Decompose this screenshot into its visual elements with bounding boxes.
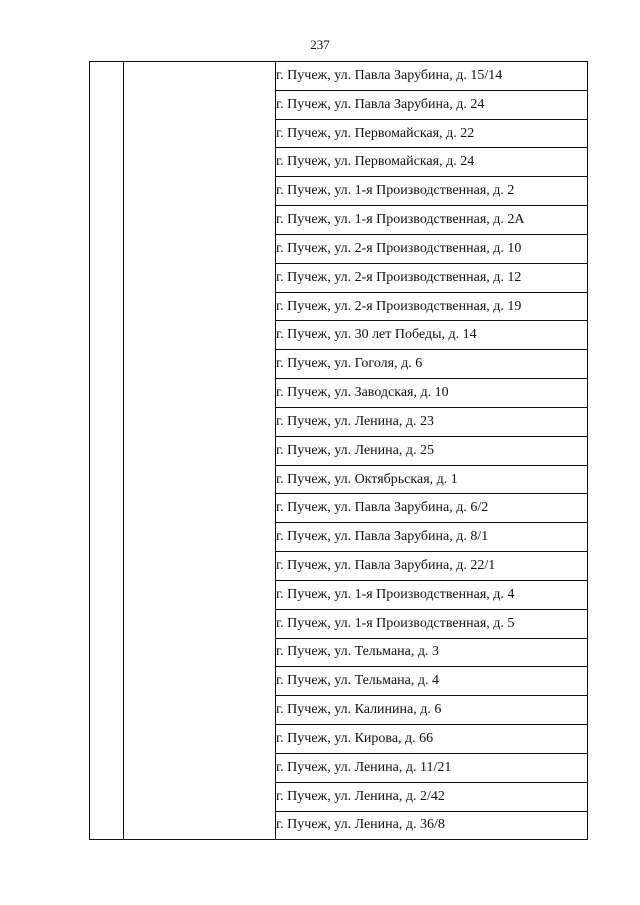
address-cell: г. Пучеж, ул. Ленина, д. 11/21 [276,753,588,782]
address-cell: г. Пучеж, ул. Павла Зарубина, д. 24 [276,90,588,119]
address-cell: г. Пучеж, ул. 2-я Производственная, д. 12 [276,263,588,292]
address-cell: г. Пучеж, ул. Заводская, д. 10 [276,379,588,408]
address-cell: г. Пучеж, ул. Ленина, д. 23 [276,407,588,436]
address-cell: г. Пучеж, ул. Калинина, д. 6 [276,696,588,725]
address-cell: г. Пучеж, ул. Гоголя, д. 6 [276,350,588,379]
address-cell: г. Пучеж, ул. Павла Зарубина, д. 6/2 [276,494,588,523]
address-cell: г. Пучеж, ул. Первомайская, д. 24 [276,148,588,177]
address-cell: г. Пучеж, ул. Ленина, д. 36/8 [276,811,588,840]
address-cell: г. Пучеж, ул. 30 лет Победы, д. 14 [276,321,588,350]
address-cell: г. Пучеж, ул. Первомайская, д. 22 [276,119,588,148]
address-cell: г. Пучеж, ул. Павла Зарубина, д. 15/14 [276,62,588,91]
address-cell: г. Пучеж, ул. Ленина, д. 25 [276,436,588,465]
address-cell: г. Пучеж, ул. 1-я Производственная, д. 2А [276,206,588,235]
address-cell: г. Пучеж, ул. 2-я Производственная, д. 19 [276,292,588,321]
address-cell: г. Пучеж, ул. 2-я Производственная, д. 10 [276,234,588,263]
address-cell: г. Пучеж, ул. Тельмана, д. 4 [276,667,588,696]
address-cell: г. Пучеж, ул. Кирова, д. 66 [276,725,588,754]
table-row [90,62,588,91]
page-number: 237 [310,37,330,52]
address-cell: г. Пучеж, ул. Ленина, д. 2/42 [276,782,588,811]
address-cell: г. Пучеж, ул. Тельмана, д. 3 [276,638,588,667]
address-cell: г. Пучеж, ул. 1-я Производственная, д. 5 [276,609,588,638]
address-table [89,61,588,840]
address-cell: г. Пучеж, ул. Павла Зарубина, д. 22/1 [276,552,588,581]
address-cell: г. Пучеж, ул. 1-я Производственная, д. 2 [276,177,588,206]
name-column-cell [124,62,276,840]
address-cell: г. Пучеж, ул. Октябрьская, д. 1 [276,465,588,494]
number-column-cell [90,62,124,840]
address-cell: г. Пучеж, ул. 1-я Производственная, д. 4 [276,580,588,609]
address-cell: г. Пучеж, ул. Павла Зарубина, д. 8/1 [276,523,588,552]
